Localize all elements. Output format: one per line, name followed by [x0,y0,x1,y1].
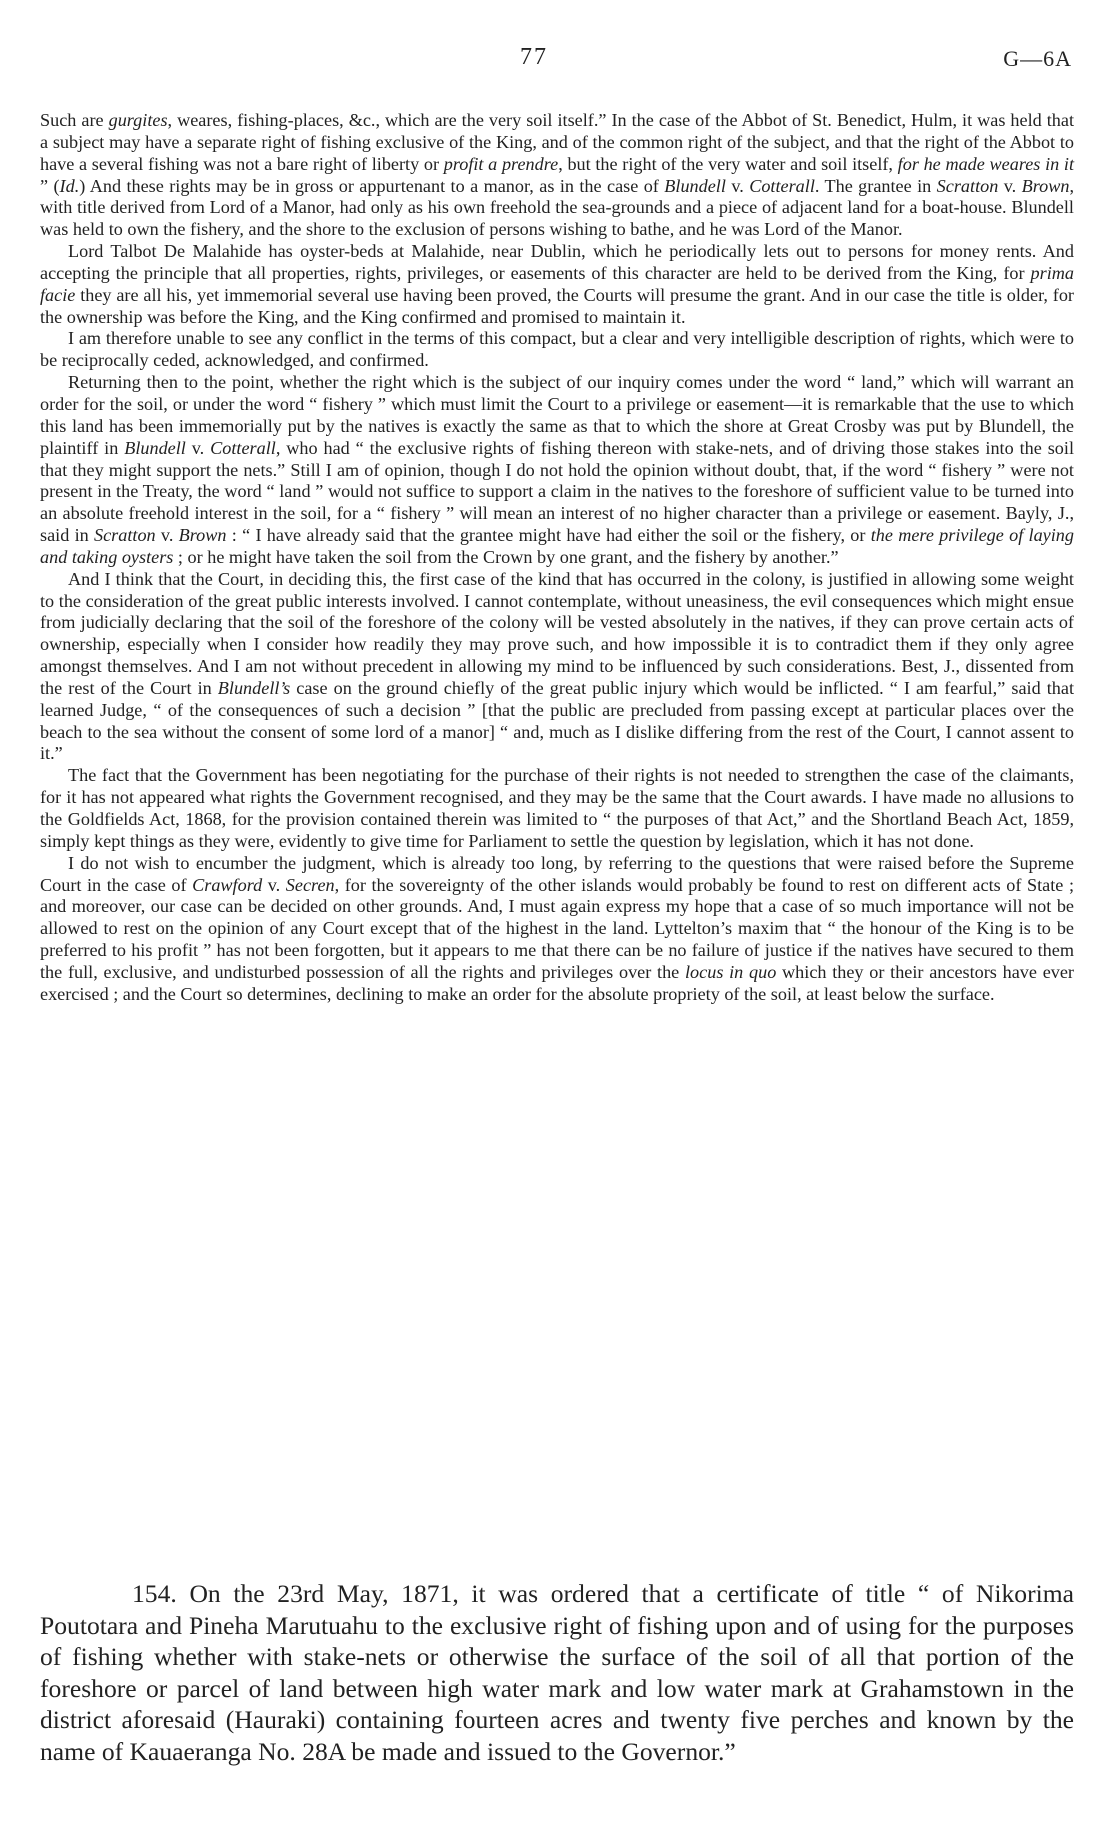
text-run: they are all his, yet immemorial several use having been proved, the Courts will presume the grant. And in our case the title is older, for the ownership was before the King, and the King confirmed and promised to maintain it. [40,284,1074,327]
text-run: v. [185,437,211,458]
text-run: And I think that the Court, in deciding this, the first case of the kind that has occurred in the colony, is justified in allowing some weight to the consideration of the great public interests involved. I cannot contemplate, without uneasiness, the evil consequences which might ensue from judicially declaring that the soil of the foreshore of the colony will be vested absolutely in the natives, if they can prove certain acts of ownership, especially when I consider how readily they may prove such, and how impossible it is to contradict them if they only agree amongst themselves. And I am not without precedent in allowing my mind to be influenced by such considerations. Best, J., dissented from the rest of the Court in [40,568,1074,698]
text-run: v. [262,874,286,895]
text-run: . The grantee in [814,175,937,196]
text-run: : “ I have already said that the grantee might have had either the soil or the fishery, or [226,525,871,546]
italic-text: for he made weares in it [897,153,1075,174]
text-run: which they or their ancestors have ever exercised ; and the Court so determines, declining to make an order for the absolute propriety of the soil, at least below the surface. [40,961,1074,1004]
text-run: The fact that the Government has been negotiating for the purchase of their rights is not needed to strengthen the case of the claimants, for it has not appeared what rights the Government recognised, and they may be the same that the Court awards. I have made no allusions to the Goldfields Act, 1868, for the provision contained therein was limited to “ the purposes of that Act,” and the Shortland Beach Act, 1859, simply kept things as they were, evidently to give time for Parliament to settle the question by legislation, which it has not done. [40,765,1074,851]
text-run: , who had “ the exclusive rights of fishing thereon with stake-nets, and of driving those stakes into the soil that they might support the nets.” Still I am of opinion, though I do not hold the opinion without doubt, that, if the word “ fishery ” were not present in the Treaty, the word “ land ” would not suffice to support a claim in the natives to the foreshore of sufficient value to be turned into an absolute freehold interest in the soil, for a “ fishery ” will mean an interest of no higher character than a privilege or easement. Bayly, J., said in [40,437,1075,546]
italic-text: Scratton [94,525,156,546]
italic-text: profit a prendre [443,153,559,174]
text-run: v. [155,525,179,546]
body-paragraph [40,328,1074,372]
text-run: ; or he might have taken the soil from the Crown by one grant, and the fishery by another.” [173,546,839,567]
italic-text: Blundell [664,175,726,196]
text-run: case on the ground chiefly of the great public injury which would be inflicted. “ I am fearful,” said that learned Judge, “ of the consequences of such a decision ” [that the public are precluded from passing except at particular places over the beach to the sea without the consent of some lord of a manor] “ and, much as I dislike differing from the rest of the Court, I cannot assent to it.” [40,677,1074,764]
italic-text: Cotterall [210,437,276,458]
page-number: 77 [520,44,548,70]
italic-text: Brown [1021,175,1070,196]
text-run: , for the sovereignty of the other islands would probably be found to rest on different acts of State ; and moreover, our case can be decided on other grounds. And, I must again express my hope that a case of so much importance will not be allowed to rest on the opinion of any Court except that of the highest in the land. Lyttelton’s maxim that “ the honour of the King is to be preferred to his profit ” has not been forgotten, but it appears to me that there can be no failure of justice if the natives have secured to them the full, exclusive, and undisturbed possession of all the rights and privileges over the [40,874,1074,982]
italic-text: Id. [59,175,80,196]
italic-text: Scratton [936,175,999,196]
italic-text: Blundell’s [217,677,291,698]
italic-text: gurgites [108,110,168,130]
body-paragraph [40,241,1074,328]
text-run: v. [725,175,750,196]
text-run: , but the right of the very water and soil itself, [558,153,898,174]
paragraph-154: 154. On the 23rd May, 1871, it was ordered that a certificate of title “ of Nikorima Poutotara and Pineha Marutuahu to the exclusive right of fishing upon and of using for the purposes of fishing whether with stake-nets or otherwise the surface of the soil of all that portion of the foreshore or parcel of land between high water mark and low water mark at Grahamstown in the district aforesaid (Hauraki) containing fourteen acres and twenty five perches and known by the name of Kauaeranga No. 28A be made and issued to the Governor.” [40,1579,1074,1766]
text-run: ) And these rights may be in gross or appurtenant to a manor, as in the case of [79,175,665,196]
body-paragraph [40,110,1074,241]
italic-text: the mere privilege of laying and taking oysters [40,525,1074,567]
body-paragraph [40,765,1074,852]
body-paragraph [40,569,1074,766]
text-run: I do not wish to encumber the judgment, which is already too long, by referring to the questions that were raised before the Supreme Court in the case of [40,852,1074,895]
text-run: Such are [40,110,109,130]
italic-text: Brown [178,525,227,546]
italic-text: Crawford [192,874,263,895]
text-run: Returning then to the point, whether the right which is the subject of our inquiry comes under the word “ land,” which will warrant an order for the soil, or under the word “ fishery ” which must limit the Court to a privilege or easement—it is remarkable that the use to which this land has been immemorially put by the natives is exactly the same as that to which the shore at Great Crosby was put by Blundell, the plaintiff in [40,372,1074,458]
judgment-body [40,110,1074,1006]
italic-text: Secren [285,874,335,895]
text-run: ” ( [40,175,60,196]
italic-text: Cotterall [749,175,815,196]
text-run: v. [998,175,1022,196]
body-paragraph [40,372,1074,569]
body-paragraph [40,853,1074,1006]
text-run: , weares, fishing-places, &c., which are the very soil itself.” In the case of the Abbot of St. Benedict, Hulm, it was held that a subject may have a separate right of fishing exclusive of the King, and of the common right of the subject, and that the right of the Abbot to have a several fishing was not a bare right of liberty or [40,110,1075,174]
text-run: Lord Talbot De Malahide has oyster-beds at Malahide, near Dublin, which he periodically lets out to persons for money rents. And accepting the principle that all properties, rights, privileges, or easements of this character are held to be derived from the King, for [40,241,1074,283]
text-run: I am therefore unable to see any conflict in the terms of this compact, but a clear and very intelligible description of rights, which were to be reciprocally ceded, acknowledged, and confirmed. [40,328,1074,371]
italic-text: prima facie [40,262,1074,305]
italic-text: locus in quo [685,961,777,982]
document-code: G—6A [1003,46,1072,71]
italic-text: Blundell [124,437,186,458]
text-run: , with title derived from Lord of a Manor, had only as his own freehold the sea-grounds and a piece of adjacent land for a boat-house. Blundell was held to own the fishery, and the shore to the exclusion of persons wishing to bathe, and he was Lord of the Manor. [40,175,1074,240]
